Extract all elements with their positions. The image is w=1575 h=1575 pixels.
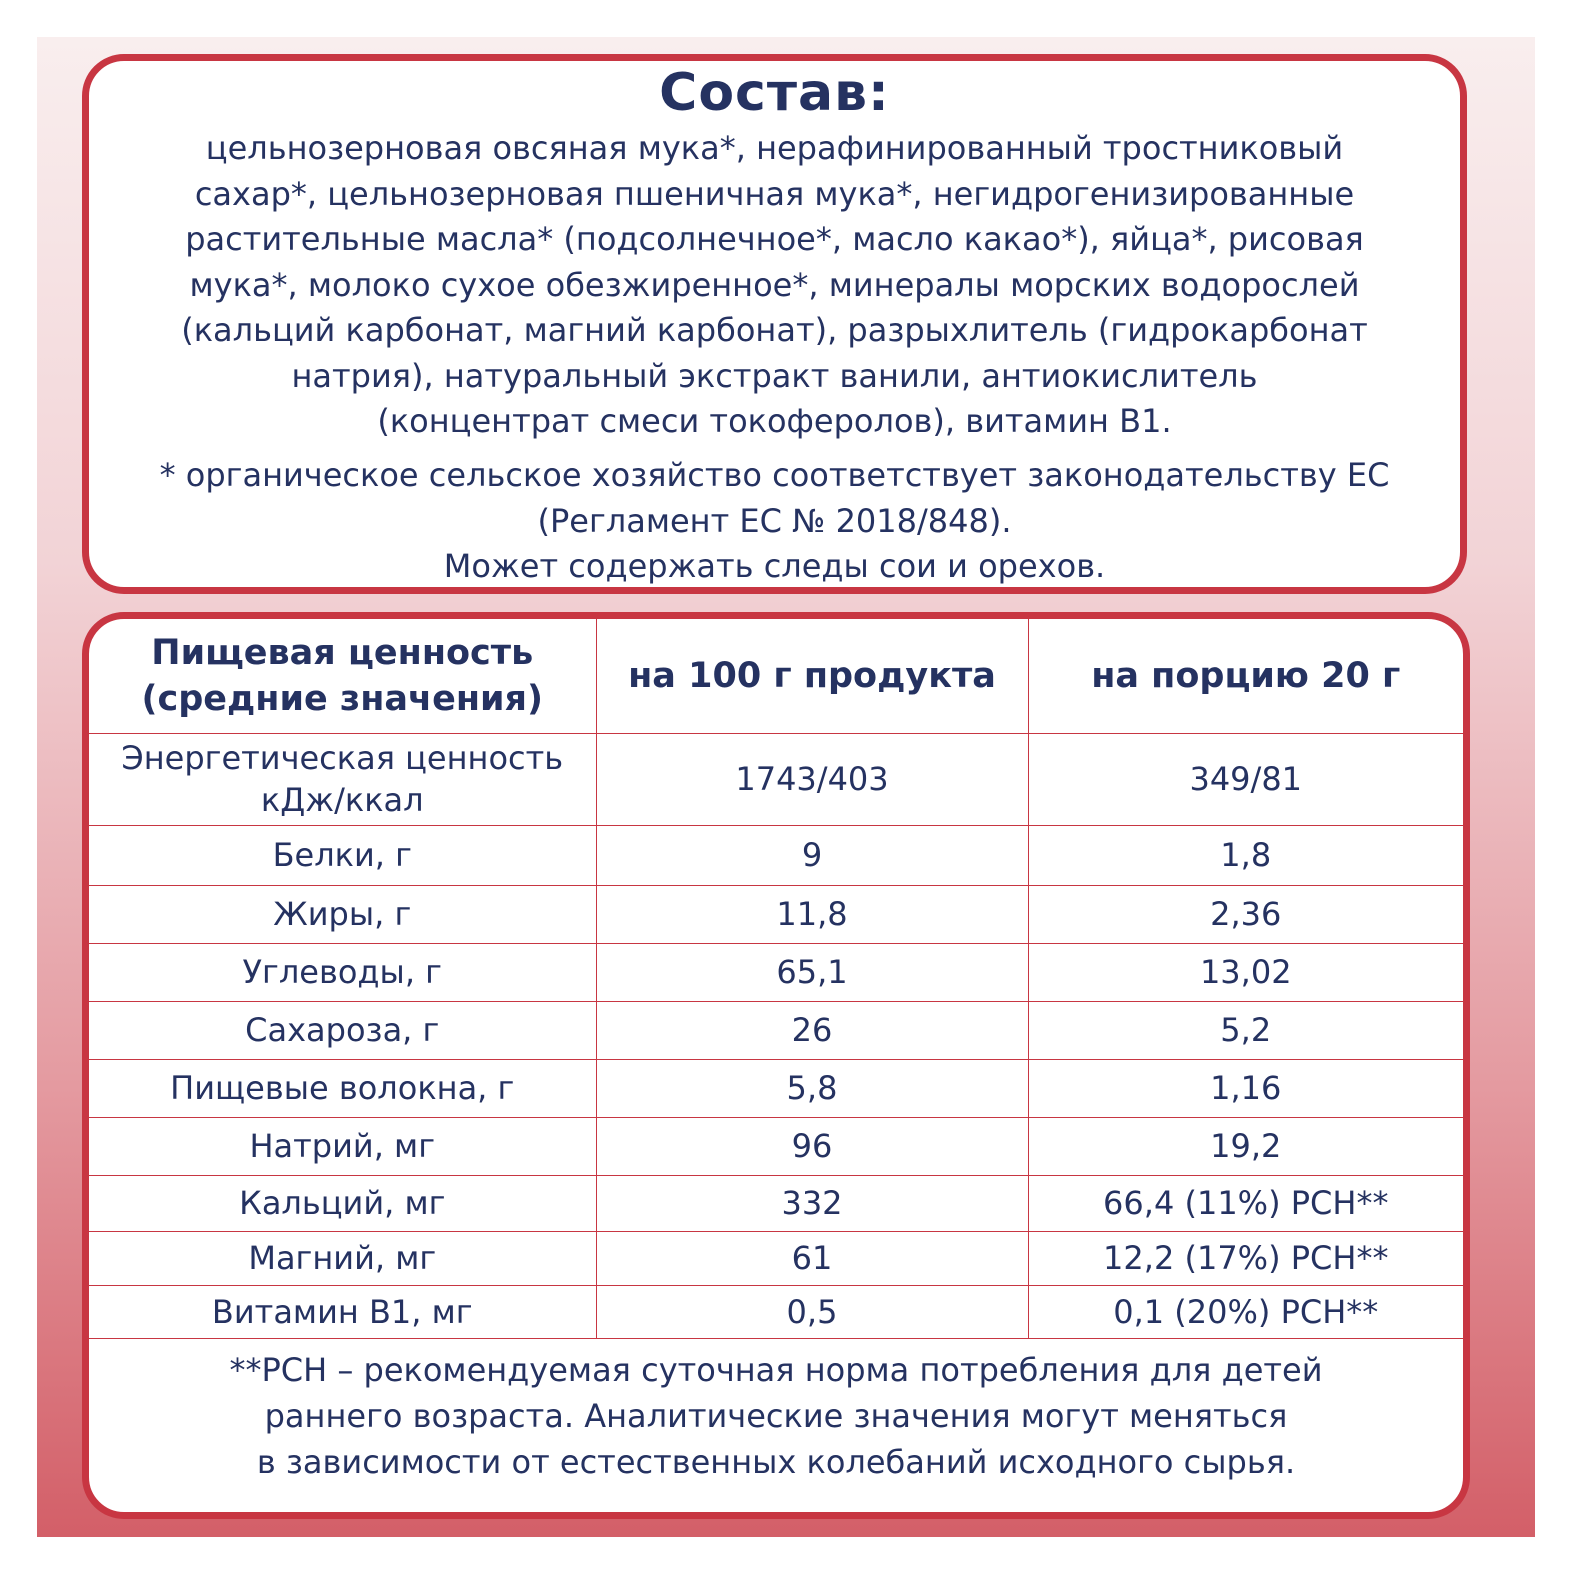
footnote-line: * органическое сельское хозяйство соответствует законодательству ЕС [159, 456, 1390, 494]
footnote-line: (Регламент ЕС № 2018/848). [537, 501, 1012, 540]
composition-line: растительные масла* (подсолнечное*, масло какао*), яйца*, рисовая [185, 220, 1364, 258]
row-per-serving: 12,2 (17%) РСН** [1028, 1231, 1463, 1285]
footnote-line: **РСН – рекомендуемая суточная норма потребления для детей [229, 1351, 1323, 1389]
nutrition-card [82, 612, 1470, 1519]
nutrition-footnote [129, 1347, 1423, 1485]
row-per-serving: 2,36 [1028, 885, 1463, 943]
header-per-100g: на 100 г продукта [596, 619, 1028, 733]
composition-line: (концентрат смеси токоферолов), витамин В1. [377, 402, 1172, 440]
footnote-line: Может содержать следы сои и орехов. [443, 547, 1106, 585]
row-name: Магний, мг [89, 1231, 596, 1285]
row-per100: 5,8 [596, 1059, 1028, 1117]
row-per-serving: 1,8 [1028, 825, 1463, 885]
composition-text [129, 126, 1420, 445]
row-per-serving: 349/81 [1028, 733, 1463, 825]
composition-footnote [129, 453, 1420, 590]
composition-line: сахар*, цельнозерновая пшеничная мука*, негидрогенизированные [194, 174, 1355, 213]
nutrition-table [89, 619, 1463, 1339]
row-per-serving: 19,2 [1028, 1117, 1463, 1175]
composition-line: натрия), натуральный экстракт ванили, антиокислитель [291, 356, 1258, 395]
footnote-line: раннего возраста. Аналитические значения могут меняться [264, 1397, 1288, 1435]
row-name: Пищевые волокна, г [89, 1059, 596, 1117]
footnote-line: в зависимости от естественных колебаний исходного сырья. [256, 1443, 1296, 1481]
row-per100: 65,1 [596, 943, 1028, 1001]
header-per-serving: на порцию 20 г [1028, 619, 1463, 733]
table-header-row [89, 619, 1463, 733]
row-per-serving: 66,4 (11%) РСН** [1028, 1175, 1463, 1231]
row-per100: 61 [596, 1231, 1028, 1285]
row-per100: 0,5 [596, 1285, 1028, 1338]
row-name: Белки, г [89, 825, 596, 885]
table-row [89, 885, 1463, 943]
composition-title: Состав: [659, 63, 890, 123]
row-per-serving: 13,02 [1028, 943, 1463, 1001]
row-name: Кальций, мг [89, 1175, 596, 1231]
table-row [89, 1175, 1463, 1231]
table-row [89, 733, 1463, 825]
row-name: Сахароза, г [89, 1001, 596, 1059]
row-name: Натрий, мг [89, 1117, 596, 1175]
row-per100: 26 [596, 1001, 1028, 1059]
row-per-serving: 5,2 [1028, 1001, 1463, 1059]
composition-line: (кальций карбонат, магний карбонат), разрыхлитель (гидрокарбонат [181, 311, 1368, 349]
row-name: Жиры, г [89, 885, 596, 943]
table-row [89, 943, 1463, 1001]
row-per100: 11,8 [596, 885, 1028, 943]
table-row [89, 1231, 1463, 1285]
row-per-serving: 1,16 [1028, 1059, 1463, 1117]
row-per100: 96 [596, 1117, 1028, 1175]
table-row [89, 825, 1463, 885]
row-name: Витамин В1, мг [89, 1285, 596, 1338]
table-row [89, 1059, 1463, 1117]
composition-line: цельнозерновая овсяная мука*, нерафинированный тростниковый [205, 129, 1344, 167]
row-name: Энергетическая ценность кДж/ккал [89, 733, 596, 825]
row-name: Углеводы, г [89, 943, 596, 1001]
header-nutrient: Пищевая ценность (средние значения) [89, 619, 596, 733]
composition-line: мука*, молоко сухое обезжиренное*, минералы морских водорослей [189, 265, 1360, 304]
row-per-serving: 0,1 (20%) РСН** [1028, 1285, 1463, 1338]
row-per100: 9 [596, 825, 1028, 885]
row-per100: 1743/403 [596, 733, 1028, 825]
table-row [89, 1285, 1463, 1338]
table-row [89, 1117, 1463, 1175]
composition-card [82, 54, 1467, 594]
table-row [89, 1001, 1463, 1059]
row-per100: 332 [596, 1175, 1028, 1231]
